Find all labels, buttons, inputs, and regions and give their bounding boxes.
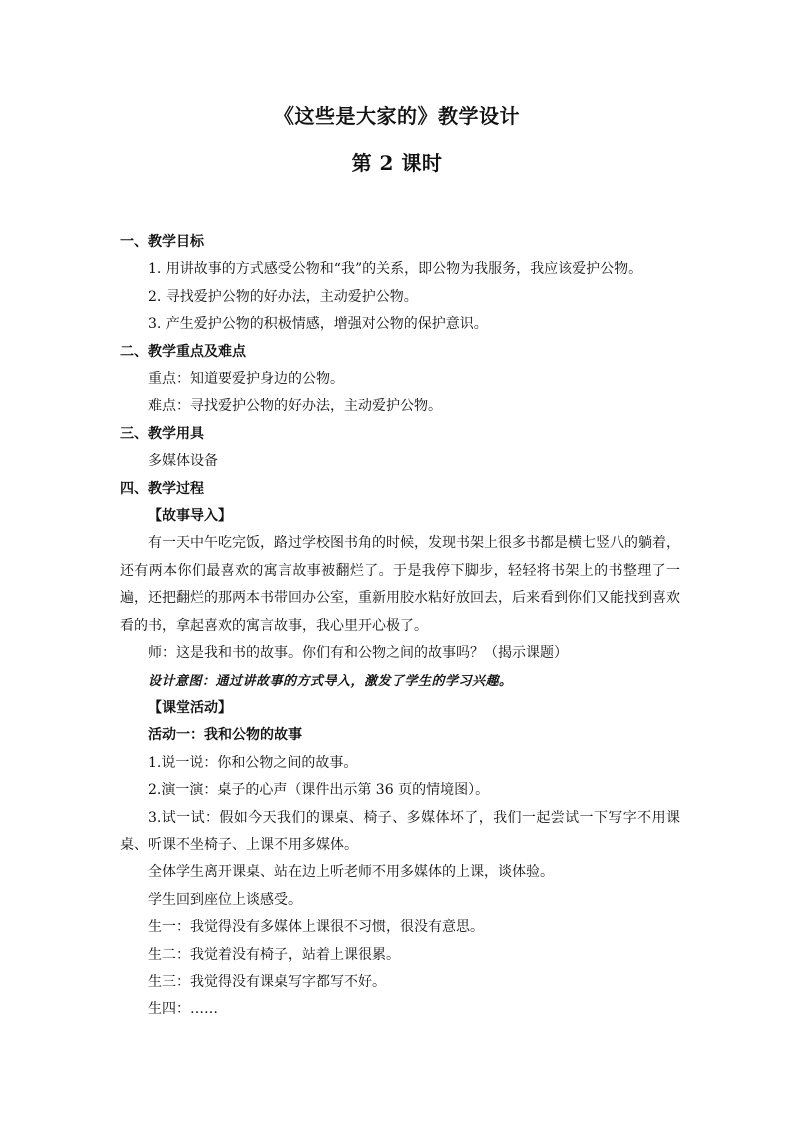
document-body: [120, 229, 680, 1024]
student-line: 生一：我觉得没有多媒体上课很不习惯，很没有意思。: [148, 919, 484, 936]
all-students-line: 全体学生离开课桌、站在边上听老师不用多媒体的上课，谈体验。: [148, 864, 554, 881]
teacher-line: 师：这是我和书的故事。你们有和公物之间的故事吗？（揭示课题）: [148, 645, 568, 662]
student-line: 生四：……: [148, 1001, 218, 1018]
section-heading-process: 四、教学过程: [120, 480, 204, 497]
tool-item: 多媒体设备: [148, 453, 218, 470]
activity-item: 2.演一演：桌子的心声（课件出示第 36 页的情境图）。: [148, 782, 490, 799]
story-heading: 【故事导入】: [148, 508, 232, 525]
activity1-heading: 活动一：我和公物的故事: [148, 727, 302, 744]
goal-item: 3. 产生爱护公物的积极情感，增强对公物的保护意识。: [148, 316, 488, 333]
back-to-seats-line: 学生回到座位上谈感受。: [148, 891, 302, 908]
student-line: 生三：我觉得没有课桌写字都写不好。: [148, 973, 386, 990]
document-title: 《这些是大家的》教学设计: [274, 104, 520, 128]
document-subtitle: 第 2 课时: [351, 151, 443, 175]
design-intent-note: 设计意图：通过讲故事的方式导入，激发了学生的学习兴趣。: [148, 673, 513, 689]
section-heading-goals: 一、教学目标: [120, 234, 204, 250]
activity-item-3: 3.试一试：假如今天我们的课桌、椅子、多媒体坏了，我们一起尝试一下写字不用课桌、听课不坐椅子、上课不用多媒体。: [120, 809, 680, 853]
class-activity-heading: 【课堂活动】: [148, 699, 232, 716]
difficult-point: 难点：寻找爱护公物的好办法，主动爱护公物。: [148, 398, 442, 415]
activity-item: 1.说一说：你和公物之间的故事。: [148, 754, 358, 771]
goal-item: 2. 寻找爱护公物的好办法，主动爱护公物。: [148, 288, 418, 305]
section-heading-key-points: 二、教学重点及难点: [120, 343, 246, 360]
goal-item: 1. 用讲故事的方式感受公物和“我”的关系，即公物为我服务，我应该爱护公物。: [148, 261, 643, 278]
story-paragraph: 有一天中午吃完饭，路过学校图书角的时候，发现书架上很多书都是横七竖八的躺着，还有两本你们最喜欢的寓言故事被翻烂了。于是我停下脚步，轻轻将书架上的书整理了一遍，还把翻烂的那两本书带回办公室，重新用胶水粘好放回去，后来看到你们又能找到喜欢看的书，拿起喜欢的寓言故事，我心里开心极了。: [120, 535, 680, 634]
key-point: 重点：知道要爱护身边的公物。: [148, 371, 344, 388]
section-heading-tools: 三、教学用具: [120, 425, 204, 442]
student-line: 生二：我觉着没有椅子，站着上课很累。: [148, 946, 400, 963]
